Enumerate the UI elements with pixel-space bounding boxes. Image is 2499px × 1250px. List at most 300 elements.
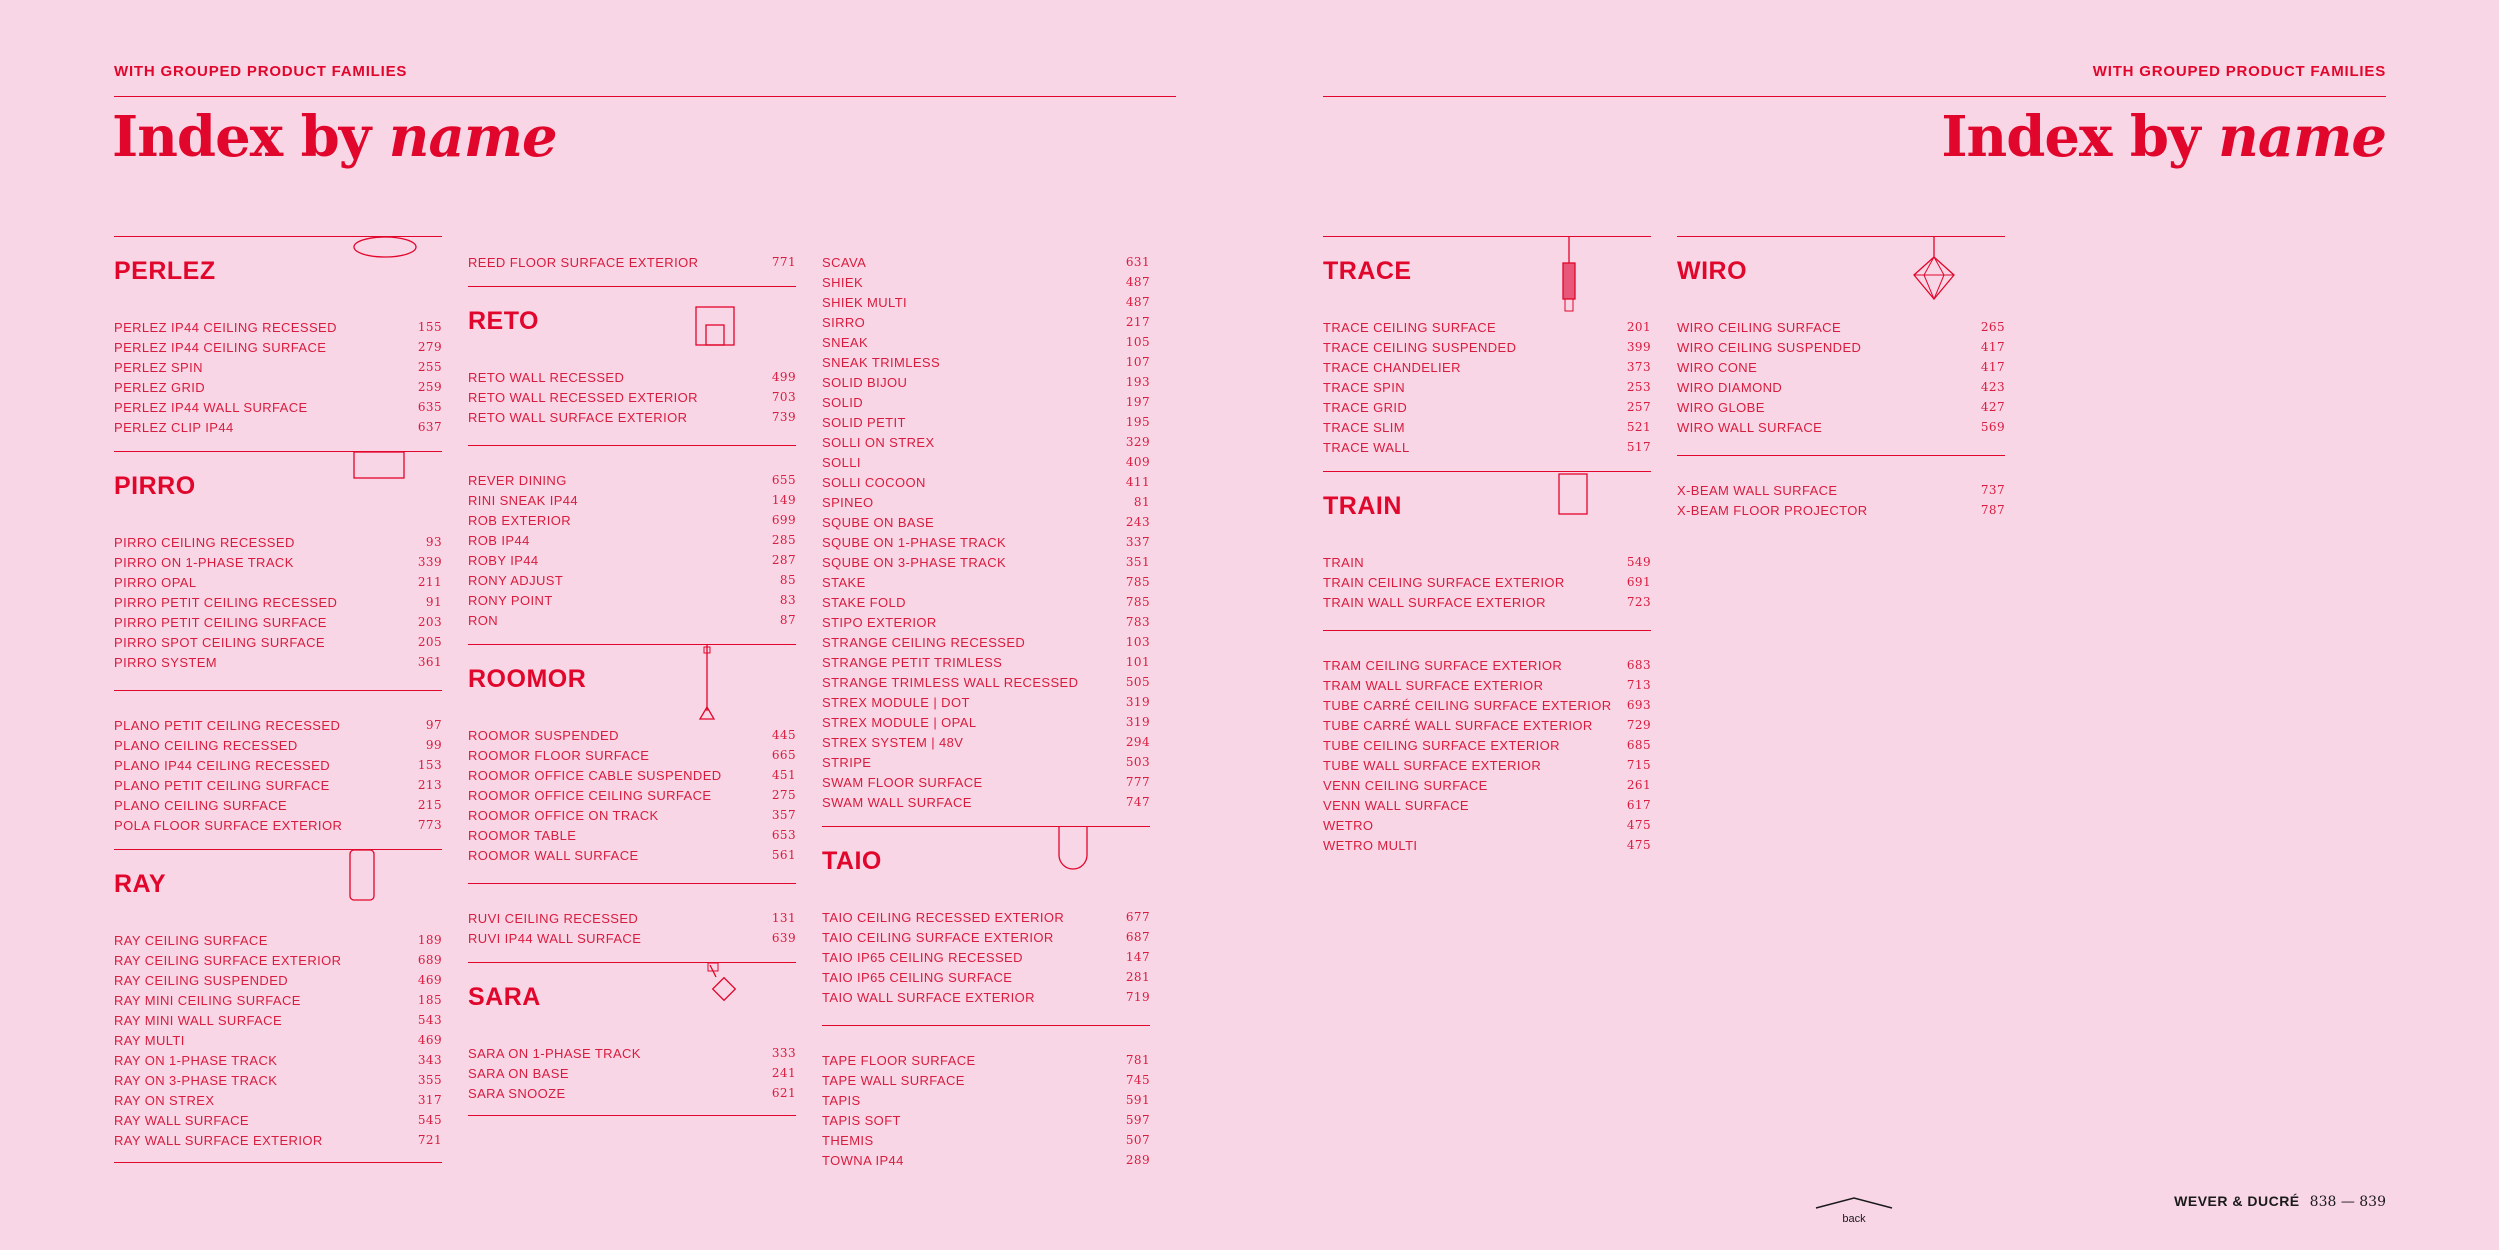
index-entry[interactable] bbox=[114, 775, 442, 795]
entry-page-number: 569 bbox=[1980, 420, 2005, 434]
entry-page-number: 333 bbox=[771, 1046, 796, 1060]
entry-name: RETO WALL RECESSED bbox=[468, 369, 625, 385]
index-entry[interactable] bbox=[822, 332, 1150, 352]
index-entry[interactable] bbox=[468, 765, 796, 785]
index-entry[interactable] bbox=[114, 735, 442, 755]
entry-page-number: 621 bbox=[771, 1086, 796, 1100]
family-group-perlez bbox=[114, 236, 442, 447]
family-group-trace bbox=[1323, 236, 1651, 467]
entry-page-number: 399 bbox=[1626, 340, 1651, 354]
entry-page-number: 287 bbox=[771, 553, 796, 567]
index-entry[interactable] bbox=[114, 417, 442, 437]
entry-page-number: 677 bbox=[1125, 910, 1150, 924]
entry-name: SOLID BIJOU bbox=[822, 374, 908, 390]
index-entry[interactable] bbox=[822, 452, 1150, 472]
index-entry[interactable] bbox=[822, 772, 1150, 792]
entry-page-number: 409 bbox=[1125, 455, 1150, 469]
entry-page-number: 689 bbox=[417, 953, 442, 967]
entry-page-number: 99 bbox=[425, 738, 442, 752]
entry-page-number: 693 bbox=[1626, 698, 1651, 712]
index-entry[interactable] bbox=[822, 412, 1150, 432]
family-name: ROOMOR bbox=[468, 665, 587, 693]
group-divider bbox=[468, 445, 796, 470]
product-group bbox=[1677, 455, 2005, 530]
entry-name: SHIEK MULTI bbox=[822, 294, 908, 310]
entry-name: WIRO GLOBE bbox=[1677, 399, 1765, 415]
index-entry[interactable] bbox=[468, 908, 796, 928]
entry-name: RONY ADJUST bbox=[468, 572, 564, 588]
entry-page-number: 261 bbox=[1626, 778, 1651, 792]
entry-name: RONY POINT bbox=[468, 592, 553, 608]
index-entry[interactable] bbox=[822, 967, 1150, 987]
index-entry[interactable] bbox=[468, 367, 796, 387]
family-header bbox=[468, 644, 796, 725]
index-entry[interactable] bbox=[468, 407, 796, 427]
left-page-title: Index by name bbox=[112, 104, 557, 170]
entry-page-number: 215 bbox=[417, 798, 442, 812]
index-entry[interactable] bbox=[468, 845, 796, 865]
entry-name: TRAIN bbox=[1323, 554, 1364, 570]
index-entry[interactable] bbox=[468, 785, 796, 805]
entry-name: TUBE CARRÉ WALL SURFACE EXTERIOR bbox=[1323, 717, 1593, 733]
entry-name: PIRRO PETIT CEILING RECESSED bbox=[114, 594, 338, 610]
index-entry[interactable] bbox=[822, 532, 1150, 552]
entry-page-number: 107 bbox=[1125, 355, 1150, 369]
entry-name: PERLEZ GRID bbox=[114, 379, 206, 395]
entry-name: ROB IP44 bbox=[468, 532, 530, 548]
entry-page-number: 787 bbox=[1980, 503, 2005, 517]
index-entry[interactable] bbox=[114, 397, 442, 417]
index-entry[interactable] bbox=[1677, 317, 2005, 337]
product-group bbox=[114, 690, 442, 845]
entry-name: PERLEZ IP44 WALL SURFACE bbox=[114, 399, 308, 415]
index-entry[interactable] bbox=[822, 272, 1150, 292]
entry-page-number: 561 bbox=[771, 848, 796, 862]
index-entry[interactable] bbox=[822, 472, 1150, 492]
index-entry[interactable] bbox=[1323, 357, 1651, 377]
entry-name: RUVI IP44 WALL SURFACE bbox=[468, 930, 642, 946]
entry-page-number: 87 bbox=[779, 613, 796, 627]
entry-page-number: 339 bbox=[417, 555, 442, 569]
entry-page-number: 149 bbox=[771, 493, 796, 507]
entry-page-number: 81 bbox=[1133, 495, 1150, 509]
entry-page-number: 785 bbox=[1125, 595, 1150, 609]
entry-name: RETO WALL RECESSED EXTERIOR bbox=[468, 389, 698, 405]
entry-page-number: 259 bbox=[417, 380, 442, 394]
index-entry[interactable] bbox=[1323, 675, 1651, 695]
entry-page-number: 361 bbox=[417, 655, 442, 669]
entry-name: STREX MODULE | OPAL bbox=[822, 714, 977, 730]
entry-page-number: 241 bbox=[771, 1066, 796, 1080]
entry-page-number: 475 bbox=[1626, 838, 1651, 852]
entry-name: RAY ON 3-PHASE TRACK bbox=[114, 1072, 278, 1088]
entry-page-number: 631 bbox=[1125, 255, 1150, 269]
family-header bbox=[468, 286, 796, 367]
entry-page-number: 257 bbox=[1626, 400, 1651, 414]
entry-name: TAPE WALL SURFACE bbox=[822, 1072, 965, 1088]
entry-page-number: 771 bbox=[771, 255, 796, 269]
index-entry[interactable] bbox=[1323, 437, 1651, 457]
index-entry[interactable] bbox=[822, 692, 1150, 712]
index-entry[interactable] bbox=[114, 1110, 442, 1130]
entry-page-number: 745 bbox=[1125, 1073, 1150, 1087]
entry-page-number: 289 bbox=[1125, 1153, 1150, 1167]
index-entry[interactable] bbox=[114, 990, 442, 1010]
entry-page-number: 685 bbox=[1626, 738, 1651, 752]
index-entry[interactable] bbox=[822, 652, 1150, 672]
index-entry[interactable] bbox=[114, 1030, 442, 1050]
index-entry[interactable] bbox=[1323, 317, 1651, 337]
entry-name: SOLID bbox=[822, 394, 864, 410]
index-entry[interactable] bbox=[822, 712, 1150, 732]
entry-page-number: 591 bbox=[1125, 1093, 1150, 1107]
index-entry[interactable] bbox=[114, 612, 442, 632]
index-entry[interactable] bbox=[114, 715, 442, 735]
entry-page-number: 783 bbox=[1125, 615, 1150, 629]
entry-name: PLANO CEILING SURFACE bbox=[114, 797, 288, 813]
index-entry[interactable] bbox=[822, 1150, 1150, 1170]
index-entry[interactable] bbox=[114, 950, 442, 970]
entry-page-number: 373 bbox=[1626, 360, 1651, 374]
entry-name: TAIO IP65 CEILING SURFACE bbox=[822, 969, 1013, 985]
index-entry[interactable] bbox=[822, 592, 1150, 612]
family-name: SARA bbox=[468, 983, 541, 1011]
index-entry[interactable] bbox=[114, 795, 442, 815]
index-entry[interactable] bbox=[822, 907, 1150, 927]
index-entry[interactable] bbox=[114, 572, 442, 592]
product-group bbox=[1323, 630, 1651, 865]
entry-name: ROOMOR SUSPENDED bbox=[468, 727, 619, 743]
index-entry[interactable] bbox=[114, 1010, 442, 1030]
footer-brand bbox=[2174, 1193, 2386, 1210]
index-entry[interactable] bbox=[822, 492, 1150, 512]
entry-name: TRACE SLIM bbox=[1323, 419, 1406, 435]
index-entry[interactable] bbox=[114, 970, 442, 990]
index-entry[interactable] bbox=[1677, 500, 2005, 520]
entry-name: STREX MODULE | DOT bbox=[822, 694, 970, 710]
entry-page-number: 105 bbox=[1125, 335, 1150, 349]
index-entry[interactable] bbox=[822, 987, 1150, 1007]
index-entry[interactable] bbox=[1677, 397, 2005, 417]
entry-page-number: 97 bbox=[425, 718, 442, 732]
entry-name: ROOMOR TABLE bbox=[468, 827, 577, 843]
index-entry[interactable] bbox=[822, 927, 1150, 947]
entry-page-number: 189 bbox=[417, 933, 442, 947]
index-entry[interactable] bbox=[468, 387, 796, 407]
entry-page-number: 294 bbox=[1125, 735, 1150, 749]
entry-page-number: 683 bbox=[1626, 658, 1651, 672]
index-entry[interactable] bbox=[822, 792, 1150, 812]
index-entry[interactable] bbox=[114, 552, 442, 572]
product-group bbox=[822, 1025, 1150, 1180]
index-entry[interactable] bbox=[114, 532, 442, 552]
index-column-4 bbox=[1323, 232, 1651, 865]
index-entry[interactable] bbox=[468, 550, 796, 570]
index-entry[interactable] bbox=[822, 1070, 1150, 1090]
entry-name: SHIEK bbox=[822, 274, 864, 290]
family-group-taio bbox=[822, 826, 1150, 1017]
index-entry[interactable] bbox=[468, 510, 796, 530]
family-header bbox=[1323, 236, 1651, 317]
entry-name: PIRRO OPAL bbox=[114, 574, 197, 590]
entry-name: PIRRO PETIT CEILING SURFACE bbox=[114, 614, 327, 630]
entry-name: STRIPE bbox=[822, 754, 872, 770]
index-entry[interactable] bbox=[468, 1083, 796, 1103]
group-divider bbox=[468, 883, 796, 908]
index-entry[interactable] bbox=[114, 357, 442, 377]
entry-page-number: 155 bbox=[417, 320, 442, 334]
index-entry[interactable] bbox=[822, 947, 1150, 967]
index-entry[interactable] bbox=[822, 552, 1150, 572]
index-entry[interactable] bbox=[1323, 835, 1651, 855]
index-entry[interactable] bbox=[114, 632, 442, 652]
index-entry[interactable] bbox=[1323, 815, 1651, 835]
product-group bbox=[468, 232, 796, 282]
entry-name: SPINEO bbox=[822, 494, 874, 510]
family-header bbox=[1677, 236, 2005, 317]
entry-name: X-BEAM FLOOR PROJECTOR bbox=[1677, 502, 1868, 518]
entry-name: TAPIS SOFT bbox=[822, 1112, 901, 1128]
entry-name: PIRRO SYSTEM bbox=[114, 654, 218, 670]
index-entry[interactable] bbox=[1323, 695, 1651, 715]
index-entry[interactable] bbox=[468, 252, 796, 272]
index-entry[interactable] bbox=[468, 1043, 796, 1063]
entry-page-number: 255 bbox=[417, 360, 442, 374]
entry-name: TAIO CEILING RECESSED EXTERIOR bbox=[822, 909, 1065, 925]
index-entry[interactable] bbox=[1677, 357, 2005, 377]
index-entry[interactable] bbox=[468, 490, 796, 510]
family-group-wiro bbox=[1677, 236, 2005, 447]
index-entry[interactable] bbox=[468, 825, 796, 845]
index-entry[interactable] bbox=[822, 612, 1150, 632]
entry-name: RINI SNEAK IP44 bbox=[468, 492, 579, 508]
index-entry[interactable] bbox=[114, 755, 442, 775]
family-group-train bbox=[1323, 471, 1651, 622]
group-divider bbox=[822, 232, 1150, 252]
entry-name: REVER DINING bbox=[468, 472, 567, 488]
entry-name: PERLEZ IP44 CEILING RECESSED bbox=[114, 319, 337, 335]
entry-name: TAIO IP65 CEILING RECESSED bbox=[822, 949, 1023, 965]
index-entry[interactable] bbox=[1323, 397, 1651, 417]
entry-page-number: 729 bbox=[1626, 718, 1651, 732]
entry-page-number: 427 bbox=[1980, 400, 2005, 414]
entry-name: RAY CEILING SUSPENDED bbox=[114, 972, 289, 988]
index-entry[interactable] bbox=[822, 572, 1150, 592]
family-group-reto bbox=[468, 286, 796, 437]
entry-page-number: 507 bbox=[1125, 1133, 1150, 1147]
index-entry[interactable] bbox=[1677, 377, 2005, 397]
index-entry[interactable] bbox=[114, 1090, 442, 1110]
index-entry[interactable] bbox=[1323, 795, 1651, 815]
entry-name: PLANO IP44 CEILING RECESSED bbox=[114, 757, 330, 773]
family-header bbox=[1323, 471, 1651, 552]
index-entry[interactable] bbox=[822, 732, 1150, 752]
index-entry[interactable] bbox=[468, 530, 796, 550]
index-entry[interactable] bbox=[822, 352, 1150, 372]
entry-page-number: 691 bbox=[1626, 575, 1651, 589]
entry-name: RAY ON STREX bbox=[114, 1092, 215, 1108]
index-entry[interactable] bbox=[1323, 715, 1651, 735]
index-entry[interactable] bbox=[822, 312, 1150, 332]
index-entry[interactable] bbox=[822, 392, 1150, 412]
entry-page-number: 639 bbox=[771, 931, 796, 945]
entry-name: SQUBE ON 3-PHASE TRACK bbox=[822, 554, 1007, 570]
entry-page-number: 101 bbox=[1125, 655, 1150, 669]
index-entry[interactable] bbox=[468, 928, 796, 948]
entry-name: ROOMOR FLOOR SURFACE bbox=[468, 747, 650, 763]
entry-name: SNEAK bbox=[822, 334, 869, 350]
entry-name: PERLEZ SPIN bbox=[114, 359, 203, 375]
entry-page-number: 713 bbox=[1626, 678, 1651, 692]
entry-page-number: 417 bbox=[1980, 360, 2005, 374]
index-entry[interactable] bbox=[822, 252, 1150, 272]
index-entry[interactable] bbox=[822, 752, 1150, 772]
entry-page-number: 719 bbox=[1125, 990, 1150, 1004]
entry-name: SQUBE ON BASE bbox=[822, 514, 935, 530]
entry-name: RAY MINI CEILING SURFACE bbox=[114, 992, 301, 1008]
entry-page-number: 275 bbox=[771, 788, 796, 802]
entry-name: STRANGE CEILING RECESSED bbox=[822, 634, 1026, 650]
index-entry[interactable] bbox=[1677, 337, 2005, 357]
index-entry[interactable] bbox=[468, 745, 796, 765]
index-entry[interactable] bbox=[1323, 572, 1651, 592]
index-entry[interactable] bbox=[822, 1090, 1150, 1110]
entry-page-number: 469 bbox=[417, 973, 442, 987]
index-entry[interactable] bbox=[822, 672, 1150, 692]
entry-page-number: 785 bbox=[1125, 575, 1150, 589]
index-entry[interactable] bbox=[822, 372, 1150, 392]
entry-page-number: 355 bbox=[417, 1073, 442, 1087]
entry-page-number: 703 bbox=[771, 390, 796, 404]
index-entry[interactable] bbox=[1677, 417, 2005, 437]
entry-page-number: 83 bbox=[779, 593, 796, 607]
entry-name: SOLLI bbox=[822, 454, 861, 470]
entry-page-number: 445 bbox=[771, 728, 796, 742]
index-entry[interactable] bbox=[114, 317, 442, 337]
entry-name: STAKE FOLD bbox=[822, 594, 906, 610]
index-entry[interactable] bbox=[1323, 337, 1651, 357]
entry-page-number: 93 bbox=[425, 535, 442, 549]
index-entry[interactable] bbox=[1323, 592, 1651, 612]
entry-name: TAIO CEILING SURFACE EXTERIOR bbox=[822, 929, 1054, 945]
entry-page-number: 147 bbox=[1125, 950, 1150, 964]
index-entry[interactable] bbox=[468, 610, 796, 630]
entry-page-number: 103 bbox=[1125, 635, 1150, 649]
entry-page-number: 653 bbox=[771, 828, 796, 842]
entry-page-number: 499 bbox=[771, 370, 796, 384]
entry-page-number: 637 bbox=[417, 420, 442, 434]
index-entry[interactable] bbox=[1677, 480, 2005, 500]
index-entry[interactable] bbox=[822, 512, 1150, 532]
index-entry[interactable] bbox=[822, 432, 1150, 452]
index-entry[interactable] bbox=[114, 377, 442, 397]
entry-page-number: 203 bbox=[417, 615, 442, 629]
entry-page-number: 737 bbox=[1980, 483, 2005, 497]
index-column-1 bbox=[114, 232, 442, 1163]
entry-page-number: 469 bbox=[417, 1033, 442, 1047]
back-button[interactable] bbox=[1814, 1196, 1894, 1225]
family-name: PIRRO bbox=[114, 472, 196, 500]
index-entry[interactable] bbox=[1323, 552, 1651, 572]
index-entry[interactable] bbox=[114, 815, 442, 835]
entry-page-number: 687 bbox=[1125, 930, 1150, 944]
entry-page-number: 217 bbox=[1125, 315, 1150, 329]
entry-name: STAKE bbox=[822, 574, 866, 590]
index-entry[interactable] bbox=[1323, 775, 1651, 795]
index-entry[interactable] bbox=[468, 805, 796, 825]
index-entry[interactable] bbox=[114, 592, 442, 612]
closing-rule bbox=[114, 1162, 442, 1163]
entry-name: TAPE FLOOR SURFACE bbox=[822, 1052, 976, 1068]
family-name: TRACE bbox=[1323, 257, 1412, 285]
index-entry[interactable] bbox=[1323, 655, 1651, 675]
entry-page-number: 503 bbox=[1125, 755, 1150, 769]
entry-name: STRANGE PETIT TRIMLESS bbox=[822, 654, 1003, 670]
index-entry[interactable] bbox=[114, 652, 442, 672]
index-entry[interactable] bbox=[822, 632, 1150, 652]
index-entry[interactable] bbox=[1323, 417, 1651, 437]
family-name: TAIO bbox=[822, 847, 882, 875]
index-entry[interactable] bbox=[468, 1063, 796, 1083]
index-entry[interactable] bbox=[822, 1130, 1150, 1150]
index-entry[interactable] bbox=[1323, 735, 1651, 755]
product-group bbox=[468, 883, 796, 958]
index-entry[interactable] bbox=[468, 590, 796, 610]
entry-page-number: 153 bbox=[417, 758, 442, 772]
index-entry[interactable] bbox=[1323, 755, 1651, 775]
product-group bbox=[468, 445, 796, 640]
index-entry[interactable] bbox=[822, 1050, 1150, 1070]
index-entry[interactable] bbox=[114, 1070, 442, 1090]
entry-name: REED FLOOR SURFACE EXTERIOR bbox=[468, 254, 699, 270]
entry-name: WIRO CONE bbox=[1677, 359, 1758, 375]
entry-name: WETRO MULTI bbox=[1323, 837, 1418, 853]
entry-name: PERLEZ IP44 CEILING SURFACE bbox=[114, 339, 327, 355]
index-entry[interactable] bbox=[822, 292, 1150, 312]
entry-name: POLA FLOOR SURFACE EXTERIOR bbox=[114, 817, 343, 833]
back-arrow-icon bbox=[1814, 1196, 1894, 1210]
entry-page-number: 721 bbox=[417, 1133, 442, 1147]
index-entry[interactable] bbox=[114, 1130, 442, 1150]
index-entry[interactable] bbox=[468, 725, 796, 745]
entry-name: ROOMOR WALL SURFACE bbox=[468, 847, 639, 863]
index-entry[interactable] bbox=[114, 337, 442, 357]
entry-page-number: 351 bbox=[1125, 555, 1150, 569]
entry-name: SOLLI COCOON bbox=[822, 474, 926, 490]
entry-name: RETO WALL SURFACE EXTERIOR bbox=[468, 409, 688, 425]
entry-page-number: 597 bbox=[1125, 1113, 1150, 1127]
entry-page-number: 193 bbox=[1125, 375, 1150, 389]
index-entry[interactable] bbox=[114, 1050, 442, 1070]
index-entry[interactable] bbox=[1323, 377, 1651, 397]
entry-page-number: 777 bbox=[1125, 775, 1150, 789]
entry-name: VENN CEILING SURFACE bbox=[1323, 777, 1488, 793]
index-entry[interactable] bbox=[468, 570, 796, 590]
index-entry[interactable] bbox=[822, 1110, 1150, 1130]
index-entry[interactable] bbox=[468, 470, 796, 490]
entry-name: RAY MULTI bbox=[114, 1032, 185, 1048]
index-entry[interactable] bbox=[114, 930, 442, 950]
entry-name: RAY WALL SURFACE EXTERIOR bbox=[114, 1132, 323, 1148]
entry-name: WIRO WALL SURFACE bbox=[1677, 419, 1823, 435]
family-name: TRAIN bbox=[1323, 492, 1402, 520]
entry-page-number: 205 bbox=[417, 635, 442, 649]
entry-name: TRACE WALL bbox=[1323, 439, 1410, 455]
family-name: PERLEZ bbox=[114, 257, 216, 285]
entry-name: SARA ON 1-PHASE TRACK bbox=[468, 1045, 641, 1061]
brand-name: WEVER & DUCRÉ bbox=[2174, 1193, 2300, 1209]
entry-page-number: 487 bbox=[1125, 275, 1150, 289]
